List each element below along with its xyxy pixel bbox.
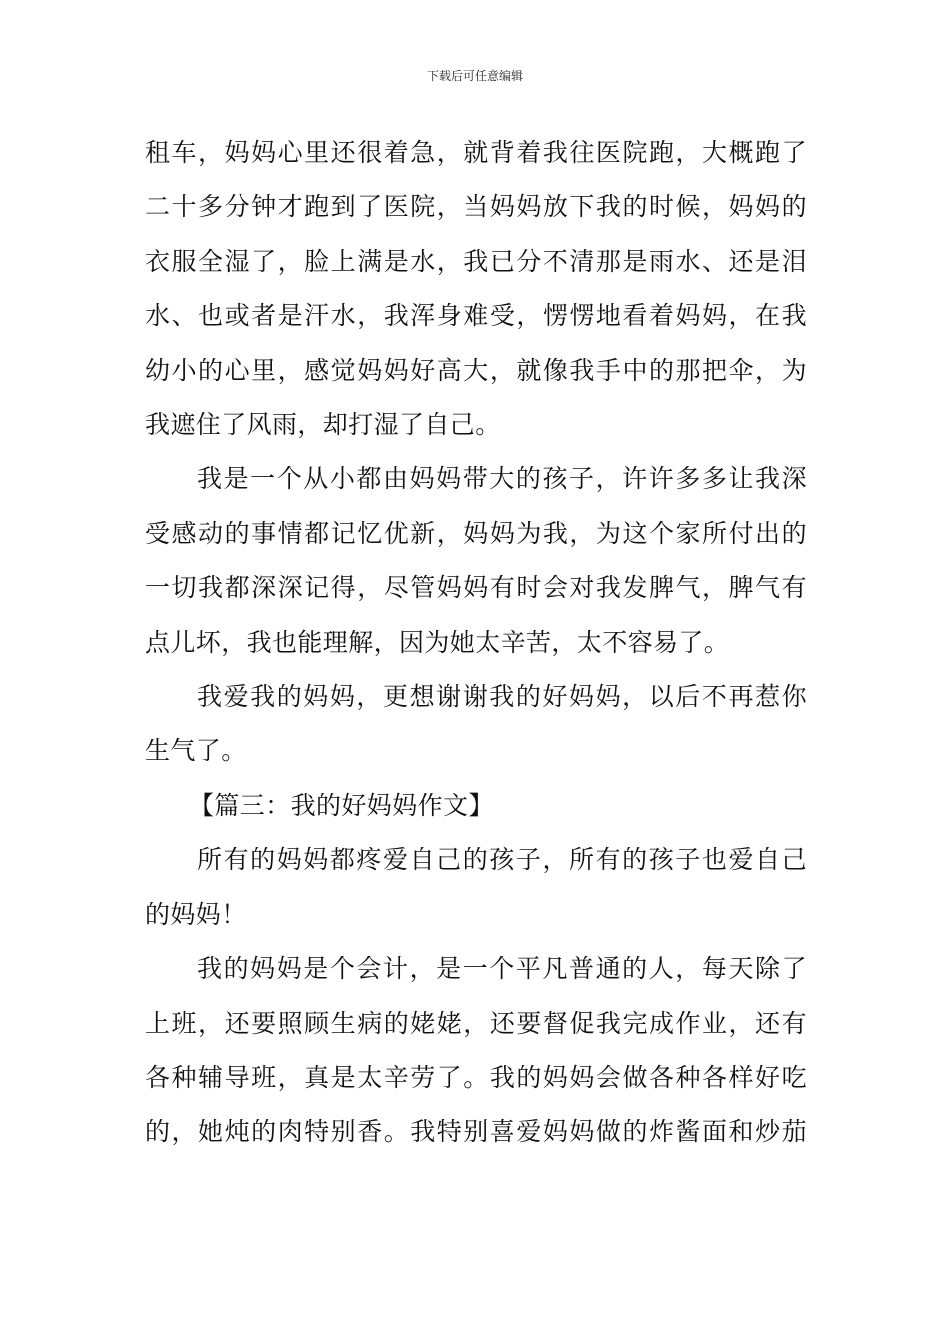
- text-line: 二十多分钟才跑到了医院，当妈妈放下我的时候，妈妈的: [145, 192, 807, 222]
- text-line: 衣服全湿了，脸上满是水，我已分不清那是雨水、还是泪: [145, 246, 807, 276]
- text-line: 我的妈妈是个会计，是一个平凡普通的人，每天除了: [197, 954, 807, 984]
- text-line: 各种辅导班，真是太辛劳了。我的妈妈会做各种各样好吃: [145, 1062, 807, 1092]
- page-header: 下载后可任意编辑: [426, 69, 523, 83]
- paragraph-1: [145, 126, 807, 452]
- text-line: 受感动的事情都记忆优新，妈妈为我，为这个家所付出的: [145, 518, 807, 548]
- section-heading: 【篇三：我的好妈妈作文】: [189, 790, 494, 820]
- text-line: 我是一个从小都由妈妈带大的孩子，许许多多让我深: [197, 464, 807, 494]
- text-line: 租车，妈妈心里还很着急，就背着我往医院跑，大概跑了: [145, 138, 807, 167]
- paragraph-4: [145, 833, 807, 942]
- text-line: 我遮住了风雨，却打湿了自己。: [145, 410, 501, 440]
- text-line: 一切我都深深记得，尽管妈妈有时会对我发脾气，脾气有: [145, 573, 807, 603]
- text-line: 点儿坏，我也能理解，因为她太辛苦，太不容易了。: [145, 627, 730, 657]
- text-line: 的妈妈！: [145, 899, 247, 929]
- text-line: 生气了。: [145, 736, 247, 766]
- text-line: 水、也或者是汗水，我浑身难受，愣愣地看着妈妈，在我: [145, 301, 807, 331]
- text-line: 幼小的心里，感觉妈妈好高大，就像我手中的那把伞，为: [145, 355, 807, 385]
- paragraph-5: [145, 942, 807, 1160]
- document-body: [145, 126, 807, 1160]
- paragraph-3: [145, 670, 807, 779]
- paragraph-2: [145, 452, 807, 670]
- text-line: 的，她炖的肉特别香。我特别喜爱妈妈做的炸酱面和炒茄: [145, 1117, 807, 1147]
- text-line: 我爱我的妈妈，更想谢谢我的好妈妈，以后不再惹你: [197, 682, 807, 712]
- text-line: 上班，还要照顾生病的姥姥，还要督促我完成作业，还有: [145, 1008, 807, 1038]
- text-line: 所有的妈妈都疼爱自己的孩子，所有的孩子也爱自己: [197, 845, 807, 875]
